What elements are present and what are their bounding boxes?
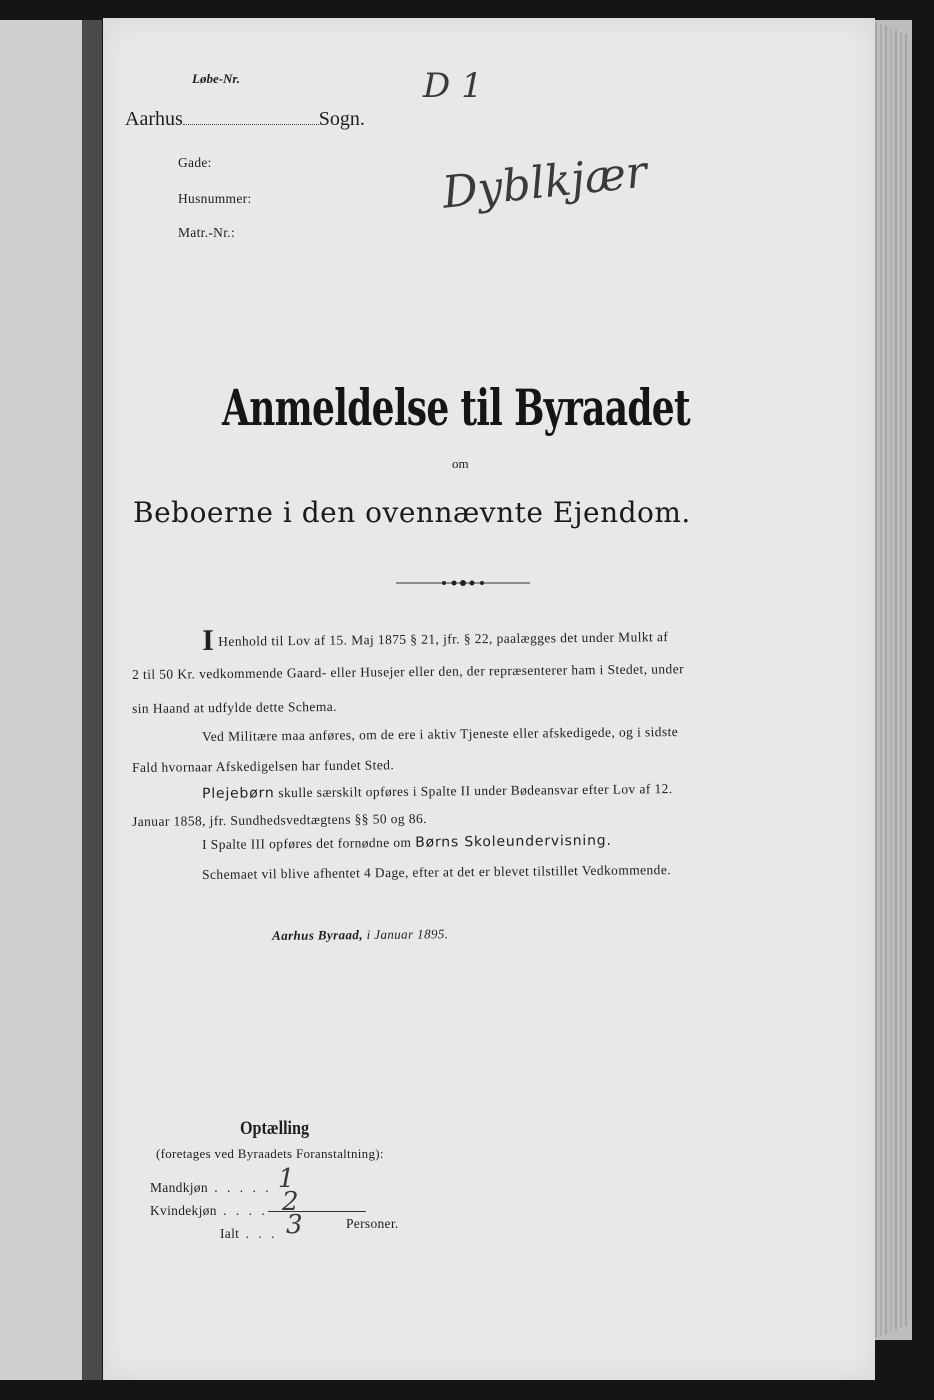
- mandkjon-value: 1: [278, 1164, 295, 1194]
- ornament-rule: [396, 576, 530, 590]
- signature-authority: Aarhus Byraad,: [272, 927, 364, 943]
- gade-label: Gade:: [178, 155, 212, 170]
- ialt-label: Ialt: [220, 1226, 240, 1241]
- city-line: [125, 108, 365, 131]
- husnummer-label: Husnummer:: [178, 191, 252, 206]
- document-title: Anmeldelse til Byraadet: [222, 378, 690, 437]
- p4-text: I Spalte III opføres det fornødne om: [201, 834, 412, 852]
- matr-nr-label: Matr.-Nr.:: [178, 225, 235, 240]
- kvindekjon-row: Kvindekjøn . . . .: [150, 1203, 268, 1218]
- handwritten-mark: D 1: [423, 66, 483, 106]
- right-page-edges: [872, 20, 912, 1340]
- ialt-value: 3: [286, 1210, 303, 1240]
- signature-date: i Januar 1895.: [366, 926, 449, 943]
- borns-skoleundervisning-emphasis: Børns Skoleundervisning.: [415, 832, 612, 851]
- paragraph-5: Schemaet vil blive afhentet 4 Dage, efter at det er blevet tilstillet Vedkommende.: [201, 862, 672, 882]
- facing-page: [0, 20, 90, 1380]
- document-page: [103, 18, 875, 1380]
- title-om: om: [452, 456, 469, 471]
- paragraph-2-line-1: Ved Militære maa anføres, om de ere i aktiv Tjeneste eller afskedigede, og i sidste: [201, 724, 679, 744]
- p3-line-1-text: skulle særskilt opføres i Spalte II under Bødeansvar efter Lov af 12.: [278, 781, 673, 801]
- mandkjon-row: Mandkjøn . . . . .: [150, 1180, 272, 1195]
- dropcap: I: [201, 623, 215, 657]
- paragraph-3-line-2: Januar 1858, jfr. Sundhedsvedtægtens §§ 50 og 86.: [131, 810, 427, 829]
- personer-label: Personer.: [346, 1216, 399, 1231]
- lobe-nr-label: Løbe-Nr.: [192, 71, 241, 86]
- ialt-row: Ialt . . .: [220, 1226, 278, 1241]
- handwritten-address: Dyblkjær: [440, 146, 650, 219]
- plejeborn-emphasis: Plejebørn: [201, 785, 275, 802]
- document-subtitle: Beboerne i den ovennævnte Ejendom.: [133, 496, 691, 529]
- paragraph-4: [202, 834, 612, 852]
- sogn-label: Sogn.: [318, 108, 365, 130]
- kvindekjon-value: 2: [282, 1187, 299, 1217]
- paragraph-1-line-2: 2 til 50 Kr. vedkommende Gaard- eller Husejer eller den, der repræsenterer ham i Stedet, under: [131, 661, 685, 682]
- book-gutter: [82, 20, 102, 1380]
- mandkjon-label: Mandkjøn: [150, 1180, 208, 1195]
- paragraph-1-line-3: sin Haand at udfylde dette Schema.: [131, 698, 337, 716]
- sogn-dotted-line: [183, 124, 319, 125]
- count-subtitle: (foretages ved Byraadets Foranstaltning):: [156, 1146, 384, 1161]
- count-title: Optælling: [240, 1118, 310, 1139]
- p1-line-1-text: Henhold til Lov af 15. Maj 1875 § 21, jfr. § 22, paalægges det under Mulkt af: [218, 629, 669, 649]
- paragraph-2-line-2: Fald hvornaar Afskedigelsen har fundet Sted.: [131, 757, 395, 775]
- sum-line: [268, 1211, 366, 1212]
- city-name: Aarhus: [125, 108, 183, 130]
- signature-line: [272, 926, 448, 944]
- paragraph-1-line-1: [202, 621, 668, 656]
- kvindekjon-label: Kvindekjøn: [150, 1203, 217, 1218]
